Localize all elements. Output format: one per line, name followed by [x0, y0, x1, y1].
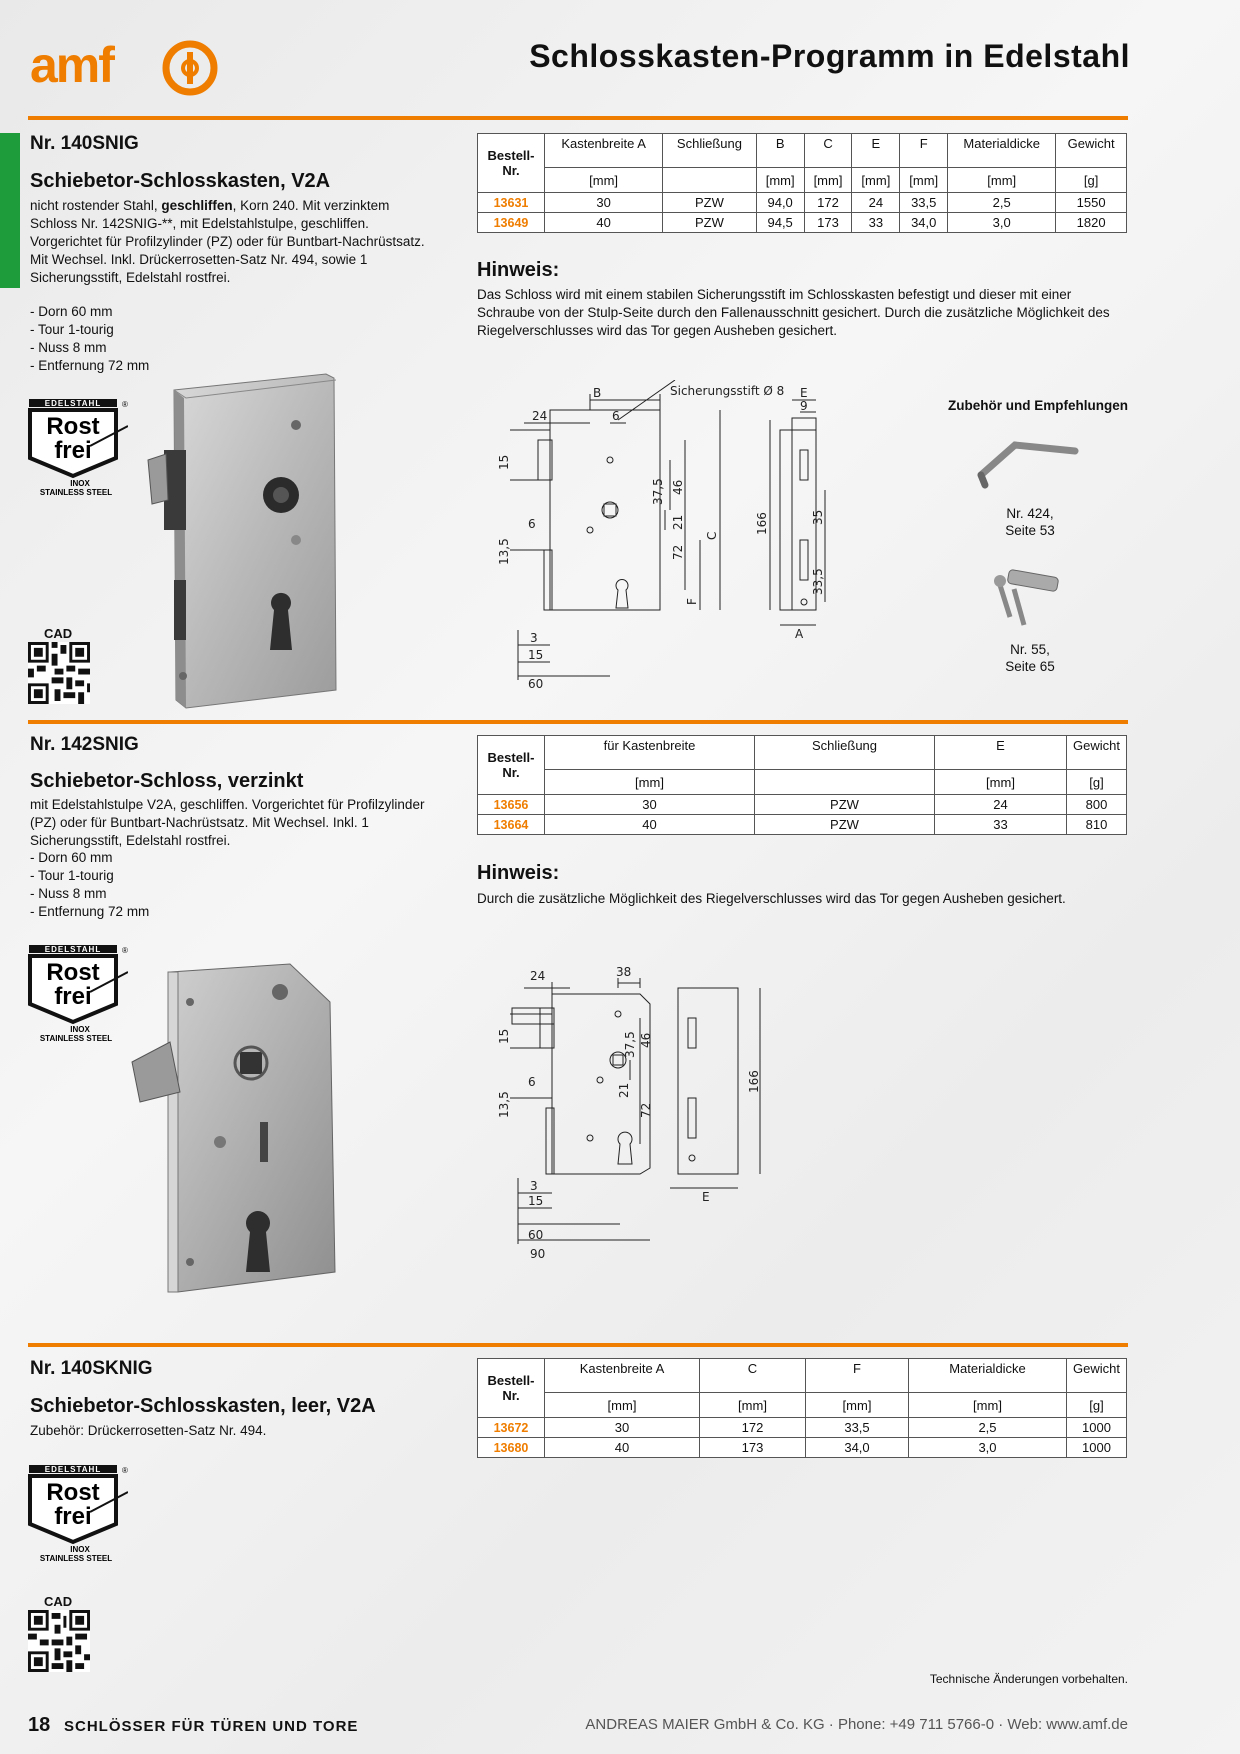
svg-text:166: 166 [755, 512, 769, 535]
accessories-heading: Zubehör und Empfehlungen [948, 398, 1128, 413]
svg-text:35: 35 [811, 509, 825, 525]
svg-text:3: 3 [530, 1179, 538, 1193]
svg-text:60: 60 [528, 677, 544, 690]
svg-text:Rost: Rost [46, 959, 100, 986]
door-handle-image [975, 435, 1085, 495]
logo-text: amf [30, 38, 113, 93]
svg-text:15: 15 [497, 454, 511, 470]
unit-header: [mm] [909, 1393, 1067, 1418]
cad-qr-code[interactable] [28, 1610, 90, 1672]
section-title: Schiebetor-Schloss, verzinkt [30, 770, 304, 792]
unit-header: [mm] [948, 168, 1056, 193]
technical-drawing-140snig [470, 380, 930, 690]
order-number[interactable]: 13656 [478, 795, 545, 815]
column-header: Gewicht [1067, 1359, 1127, 1393]
spec-item: - Tour 1-tourig [30, 868, 114, 883]
svg-text:®: ® [122, 400, 128, 409]
accessory-label[interactable]: Nr. 55, Seite 65 [1005, 642, 1055, 674]
accessory-label[interactable]: Nr. 424, Seite 53 [1005, 506, 1055, 538]
svg-text:F: F [685, 598, 699, 605]
svg-text:21: 21 [671, 514, 685, 530]
unit-header [755, 770, 935, 795]
svg-text:72: 72 [671, 544, 685, 560]
order-number[interactable]: 13680 [478, 1438, 545, 1458]
section-number: Nr. 140SNIG [30, 133, 139, 154]
order-table-142snig [477, 735, 1127, 835]
svg-text:EDELSTAHL: EDELSTAHL [44, 1465, 102, 1474]
table-row: 13672 30 172 33,5 2,5 1000 [478, 1418, 1127, 1438]
spec-item: - Nuss 8 mm [30, 886, 107, 901]
svg-text:37,5: 37,5 [623, 1031, 637, 1058]
amf-logo [30, 38, 220, 98]
column-header: E [852, 134, 900, 168]
svg-text:EDELSTAHL: EDELSTAHL [44, 945, 102, 954]
column-header: Bestell-Nr. [478, 736, 545, 795]
spec-list [30, 303, 149, 375]
table-row: 13664 40 PZW 33 810 [478, 815, 1127, 835]
active-section-marker [0, 133, 20, 288]
unit-header: [mm] [935, 770, 1067, 795]
spec-item: - Tour 1-tourig [30, 322, 114, 337]
svg-text:6: 6 [612, 409, 620, 423]
svg-text:INOX: INOX [70, 479, 90, 488]
spec-item: - Entfernung 72 mm [30, 358, 150, 373]
spec-item: - Nuss 8 mm [30, 340, 107, 355]
unit-header: [mm] [756, 168, 804, 193]
unit-header: [mm] [852, 168, 900, 193]
svg-text:C: C [705, 531, 719, 540]
hinweis-heading: Hinweis: [477, 862, 560, 884]
table-row: 13656 30 PZW 24 800 [478, 795, 1127, 815]
rostfrei-badge [28, 944, 128, 1046]
spec-item: - Dorn 60 mm [30, 304, 113, 319]
svg-text:37,5: 37,5 [651, 478, 665, 505]
spec-item: - Dorn 60 mm [30, 850, 113, 865]
svg-text:Sicherungsstift Ø 8: Sicherungsstift Ø 8 [670, 384, 785, 398]
product-photo-142snig [130, 962, 340, 1300]
svg-text:INOX: INOX [70, 1025, 90, 1034]
section-number: Nr. 140SKNIG [30, 1358, 153, 1379]
spec-item: - Entfernung 72 mm [30, 904, 150, 919]
svg-text:E: E [800, 386, 808, 400]
svg-text:24: 24 [532, 409, 548, 423]
section-divider [28, 116, 1128, 120]
svg-text:15: 15 [528, 648, 544, 662]
hinweis-text: Das Schloss wird mit einem stabilen Sicherungsstift im Schlosskasten befestigt und dieser mit einer Schraube von der Stulp-Seite durch den Fallenausschnitt gesichert. Durch die zusätzliche Möglichkeit des Riegelverschlusses wird das Tor gegen Ausheben gesichert. [477, 287, 1110, 338]
svg-text:®: ® [122, 946, 128, 955]
section-description: nicht rostender Stahl, geschliffen, Korn 240. Mit verzinktem Schloss Nr. 142SNIG-**, mit Edelstahlstulpe, geschliffen. Vorgerichtet für Profilzylinder (PZ) oder für Buntbart-Nachrüstsatz. Mit Wechsel. Inkl. Drückerrosetten-Satz Nr. 494, sowie 1 Sicherungsstift, Edelstahl rostfrei. [30, 198, 425, 285]
unit-header: [mm] [806, 1393, 909, 1418]
table-row: 13649 40 PZW 94,5 173 33 34,0 3,0 1820 [478, 213, 1127, 233]
svg-text:STAINLESS STEEL: STAINLESS STEEL [39, 1034, 113, 1043]
svg-text:15: 15 [497, 1028, 511, 1044]
table-row: 13680 40 173 34,0 3,0 1000 [478, 1438, 1127, 1458]
section-description: Zubehör: Drückerrosetten-Satz Nr. 494. [30, 1423, 267, 1438]
svg-text:6: 6 [528, 517, 536, 531]
column-header: C [804, 134, 852, 168]
spec-list [30, 849, 149, 921]
svg-text:24: 24 [530, 969, 546, 983]
order-number[interactable]: 13672 [478, 1418, 545, 1438]
order-number[interactable]: 13649 [478, 213, 545, 233]
svg-text:33,5: 33,5 [811, 568, 825, 595]
column-header: Bestell-Nr. [478, 1359, 545, 1418]
svg-text:B: B [593, 386, 602, 400]
rostfrei-badge [28, 398, 128, 500]
order-number[interactable]: 13664 [478, 815, 545, 835]
technical-drawing-142snig [470, 948, 850, 1278]
product-photo-140snig [146, 370, 342, 710]
section-title: Schiebetor-Schlosskasten, V2A [30, 170, 331, 192]
footer-company: ANDREAS MAIER GmbH & Co. KG · Phone: +49 711 5766-0 · Web: www.amf.de [585, 1716, 1128, 1733]
unit-header: [g] [1067, 1393, 1127, 1418]
section-divider [28, 1343, 1128, 1347]
unit-header: [mm] [545, 1393, 700, 1418]
column-header: F [806, 1359, 909, 1393]
unit-header: [g] [1067, 770, 1127, 795]
unit-header: [mm] [900, 168, 948, 193]
column-header: C [700, 1359, 806, 1393]
column-header: Gewicht [1067, 736, 1127, 770]
svg-text:Rost: Rost [46, 413, 100, 440]
svg-text:15: 15 [528, 1194, 544, 1208]
svg-text:®: ® [122, 1466, 128, 1475]
svg-text:13,5: 13,5 [497, 538, 511, 565]
column-header: Kastenbreite A [545, 134, 663, 168]
column-header: Gewicht [1056, 134, 1127, 168]
svg-text:3: 3 [530, 631, 538, 645]
table-row: 13631 30 PZW 94,0 172 24 33,5 2,5 1550 [478, 193, 1127, 213]
cad-label: CAD [44, 1594, 73, 1609]
unit-header [663, 168, 757, 193]
svg-text:6: 6 [528, 1075, 536, 1089]
page-number: 18 [28, 1714, 51, 1736]
cad-qr-code[interactable] [28, 642, 90, 704]
section-description: mit Edelstahlstulpe V2A, geschliffen. Vorgerichtet für Profilzylinder (PZ) oder für Buntbart-Nachrüstsatz. Mit Wechsel. Inkl. 1 Sicherungsstift, Edelstahl rostfrei. [30, 797, 425, 848]
svg-text:46: 46 [639, 1032, 653, 1048]
svg-text:38: 38 [616, 965, 632, 979]
column-header: Kastenbreite A [545, 1359, 700, 1393]
svg-text:frei: frei [54, 437, 92, 464]
hinweis-heading: Hinweis: [477, 259, 560, 281]
hinweis-text: Durch die zusätzliche Möglichkeit des Riegelverschlusses wird das Tor gegen Ausheben gesichert. [477, 891, 1066, 906]
svg-text:72: 72 [639, 1102, 653, 1118]
column-header: Schließung [755, 736, 935, 770]
column-header: Schließung [663, 134, 757, 168]
unit-header: [g] [1056, 168, 1127, 193]
footer-title: SCHLÖSSER FÜR TÜREN UND TORE [64, 1718, 359, 1735]
svg-text:9: 9 [800, 399, 808, 413]
column-header: für Kastenbreite [545, 736, 755, 770]
column-header: Materialdicke [909, 1359, 1067, 1393]
svg-text:166: 166 [747, 1070, 761, 1093]
unit-header: [mm] [700, 1393, 806, 1418]
svg-text:21: 21 [617, 1082, 631, 1098]
svg-text:INOX: INOX [70, 1545, 90, 1554]
svg-text:90: 90 [530, 1247, 546, 1261]
svg-text:13,5: 13,5 [497, 1091, 511, 1118]
column-header: F [900, 134, 948, 168]
svg-text:E: E [702, 1190, 710, 1204]
unit-header: [mm] [545, 168, 663, 193]
svg-text:frei: frei [54, 983, 92, 1010]
order-number[interactable]: 13631 [478, 193, 545, 213]
rostfrei-badge [28, 1464, 128, 1566]
svg-text:60: 60 [528, 1228, 544, 1242]
svg-text:46: 46 [671, 479, 685, 495]
svg-text:STAINLESS STEEL: STAINLESS STEEL [39, 1554, 113, 1563]
svg-text:EDELSTAHL: EDELSTAHL [44, 399, 102, 408]
page-title: Schlosskasten-Programm in Edelstahl [529, 38, 1130, 74]
unit-header: [mm] [804, 168, 852, 193]
svg-text:Rost: Rost [46, 1479, 100, 1506]
section-number: Nr. 142SNIG [30, 734, 139, 755]
svg-text:frei: frei [54, 1503, 92, 1530]
column-header: E [935, 736, 1067, 770]
column-header: Bestell-Nr. [478, 134, 545, 193]
footer-note: Technische Änderungen vorbehalten. [929, 1672, 1128, 1686]
cad-label: CAD [44, 626, 73, 641]
order-table-140snig [477, 133, 1127, 233]
column-header: Materialdicke [948, 134, 1056, 168]
svg-text:A: A [795, 627, 804, 641]
section-divider [28, 720, 1128, 724]
svg-text:STAINLESS STEEL: STAINLESS STEEL [39, 488, 113, 497]
unit-header: [mm] [545, 770, 755, 795]
profile-cylinder-image [990, 555, 1070, 635]
order-table-140sknig [477, 1358, 1127, 1458]
column-header: B [756, 134, 804, 168]
section-title: Schiebetor-Schlosskasten, leer, V2A [30, 1395, 376, 1417]
